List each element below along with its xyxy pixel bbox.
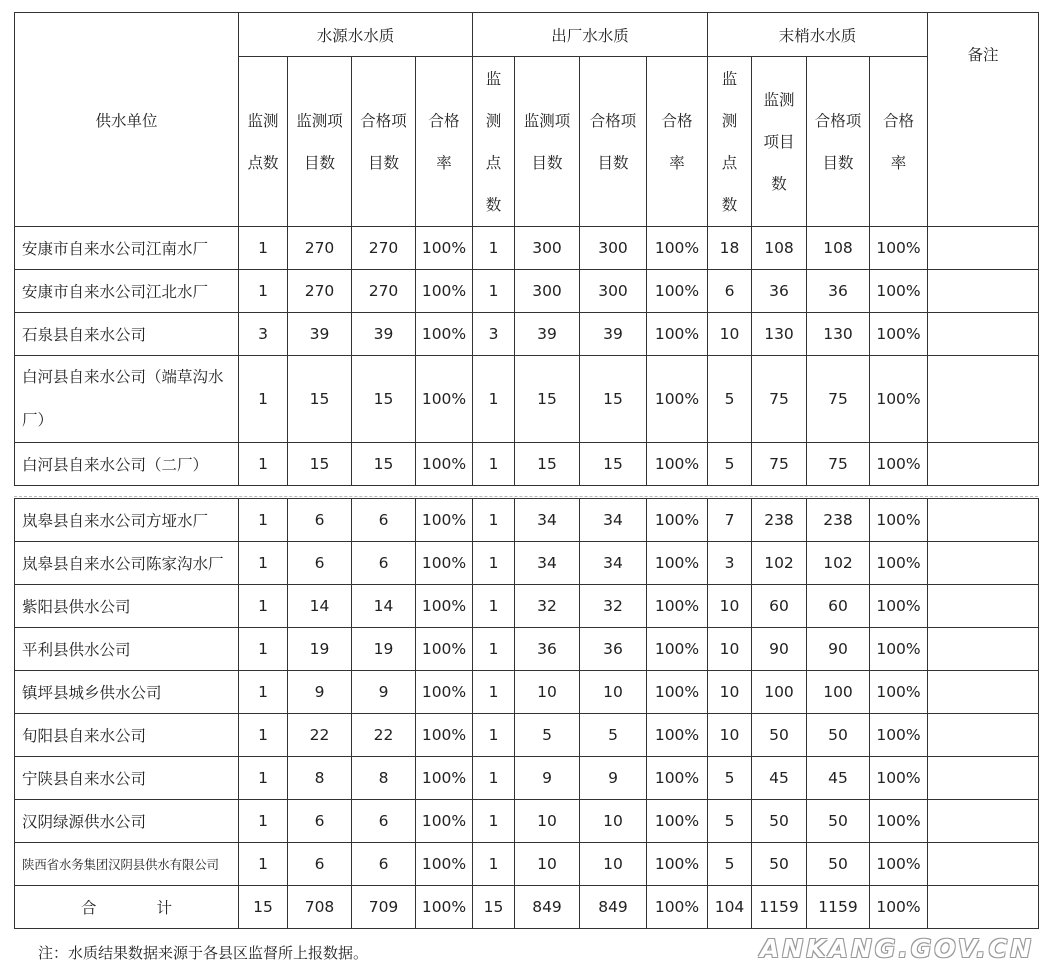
- value-cell: 19: [352, 628, 416, 671]
- value-cell: 300: [515, 270, 580, 313]
- unit-name-cell: [15, 714, 239, 757]
- value-cell: 90: [807, 628, 870, 671]
- value-cell: 238: [807, 499, 870, 542]
- value-cell: 100%: [870, 843, 928, 886]
- value-cell: 130: [807, 313, 870, 356]
- value-cell: 100%: [870, 628, 928, 671]
- unit-name-cell: [15, 356, 239, 443]
- value-cell: 100%: [870, 542, 928, 585]
- value-cell: 1: [473, 671, 515, 714]
- value-cell: 45: [752, 757, 807, 800]
- unit-name-text: 岚皋县自来水公司陈家沟水厂: [22, 555, 224, 573]
- value-cell: 6: [288, 843, 352, 886]
- value-cell: 15: [580, 443, 647, 486]
- unit-name-cell: [15, 499, 239, 542]
- footnote: 注：水质结果数据来源于各县区监督所上报数据。: [38, 944, 369, 962]
- table-row: [15, 843, 1039, 886]
- remark-cell: [928, 356, 1039, 443]
- value-cell: 75: [752, 443, 807, 486]
- value-cell: 32: [515, 585, 580, 628]
- value-cell: 100%: [870, 757, 928, 800]
- value-cell: 1159: [752, 886, 807, 929]
- table-row: [15, 671, 1039, 714]
- remark-cell: [928, 714, 1039, 757]
- value-cell: 10: [708, 313, 752, 356]
- value-cell: 100%: [647, 227, 708, 270]
- value-cell: 8: [352, 757, 416, 800]
- value-cell: 15: [473, 886, 515, 929]
- value-cell: 100%: [647, 757, 708, 800]
- value-cell: 1: [473, 227, 515, 270]
- value-cell: 100%: [870, 585, 928, 628]
- value-cell: 100%: [647, 800, 708, 843]
- subheader-tail-2: 合格项 目数: [807, 57, 870, 227]
- value-cell: 5: [580, 714, 647, 757]
- unit-name-cell: [15, 585, 239, 628]
- value-cell: 100%: [647, 714, 708, 757]
- value-cell: 708: [288, 886, 352, 929]
- unit-name-cell: [15, 757, 239, 800]
- header-remark-label: 备注: [967, 46, 999, 64]
- value-cell: 1: [239, 443, 288, 486]
- value-cell: 50: [752, 714, 807, 757]
- value-cell: 1: [473, 628, 515, 671]
- remark-cell: [928, 800, 1039, 843]
- value-cell: 270: [352, 227, 416, 270]
- value-cell: 15: [515, 356, 580, 443]
- value-cell: 108: [752, 227, 807, 270]
- value-cell: 100%: [416, 585, 473, 628]
- value-cell: 39: [580, 313, 647, 356]
- value-cell: 3: [239, 313, 288, 356]
- value-cell: 100%: [647, 356, 708, 443]
- unit-name-cell: [15, 270, 239, 313]
- value-cell: 849: [515, 886, 580, 929]
- value-cell: 300: [580, 227, 647, 270]
- value-cell: 36: [752, 270, 807, 313]
- value-cell: 22: [288, 714, 352, 757]
- header-remark: [928, 13, 1039, 227]
- value-cell: 100%: [870, 886, 928, 929]
- header-source-water: 水源水水质: [239, 13, 473, 57]
- table-row: [15, 270, 1039, 313]
- value-cell: 7: [708, 499, 752, 542]
- value-cell: 1: [239, 757, 288, 800]
- value-cell: 100%: [416, 270, 473, 313]
- value-cell: 1: [239, 628, 288, 671]
- subheader-plant-1: 监测项 目数: [515, 57, 580, 227]
- value-cell: 100%: [416, 443, 473, 486]
- unit-name-text: 镇坪县城乡供水公司: [22, 684, 162, 702]
- value-cell: 100%: [870, 800, 928, 843]
- value-cell: 1: [239, 714, 288, 757]
- value-cell: 8: [288, 757, 352, 800]
- remark-cell: [928, 443, 1039, 486]
- unit-name-cell: [15, 542, 239, 585]
- value-cell: 18: [708, 227, 752, 270]
- remark-cell: [928, 585, 1039, 628]
- value-cell: 849: [580, 886, 647, 929]
- value-cell: 100%: [647, 542, 708, 585]
- value-cell: 6: [288, 542, 352, 585]
- value-cell: 5: [708, 443, 752, 486]
- value-cell: 75: [752, 356, 807, 443]
- value-cell: 5: [515, 714, 580, 757]
- value-cell: 270: [288, 227, 352, 270]
- subheader-tail-3: 合格 率: [870, 57, 928, 227]
- total-label-text: 合计: [80, 899, 232, 917]
- value-cell: 6: [288, 499, 352, 542]
- value-cell: 10: [708, 585, 752, 628]
- value-cell: 10: [515, 800, 580, 843]
- value-cell: 15: [288, 443, 352, 486]
- value-cell: 300: [515, 227, 580, 270]
- value-cell: 14: [288, 585, 352, 628]
- unit-name-cell: [15, 628, 239, 671]
- value-cell: 3: [708, 542, 752, 585]
- value-cell: 1: [239, 270, 288, 313]
- remark-cell: [928, 757, 1039, 800]
- value-cell: 1: [239, 356, 288, 443]
- subheader-source-0: 监测 点数: [239, 57, 288, 227]
- remark-cell: [928, 628, 1039, 671]
- value-cell: 102: [752, 542, 807, 585]
- value-cell: 36: [807, 270, 870, 313]
- table-row: [15, 628, 1039, 671]
- value-cell: 10: [580, 800, 647, 843]
- unit-name-text: 紫阳县供水公司: [22, 598, 131, 616]
- unit-name-text: 平利县供水公司: [22, 641, 131, 659]
- value-cell: 1: [473, 443, 515, 486]
- value-cell: 100%: [416, 714, 473, 757]
- value-cell: 60: [752, 585, 807, 628]
- value-cell: 10: [515, 843, 580, 886]
- unit-name-cell: [15, 313, 239, 356]
- value-cell: 100%: [416, 542, 473, 585]
- value-cell: 34: [515, 499, 580, 542]
- watermark-logo: ANKANG.GOV.CN: [759, 934, 1034, 963]
- value-cell: 10: [708, 714, 752, 757]
- value-cell: 100%: [647, 270, 708, 313]
- value-cell: 10: [708, 628, 752, 671]
- value-cell: 1: [473, 356, 515, 443]
- value-cell: 5: [708, 356, 752, 443]
- value-cell: 9: [515, 757, 580, 800]
- remark-cell: [928, 499, 1039, 542]
- table-row: [15, 714, 1039, 757]
- value-cell: 102: [807, 542, 870, 585]
- header-tail-water: 末梢水水质: [708, 13, 928, 57]
- value-cell: 6: [708, 270, 752, 313]
- value-cell: 39: [352, 313, 416, 356]
- unit-name-text: 石泉县自来水公司: [22, 326, 147, 344]
- table-row: [15, 585, 1039, 628]
- value-cell: 90: [752, 628, 807, 671]
- table-row: [15, 499, 1039, 542]
- value-cell: 100%: [647, 843, 708, 886]
- value-cell: 10: [515, 671, 580, 714]
- value-cell: 34: [580, 542, 647, 585]
- unit-name-cell: [15, 800, 239, 843]
- value-cell: 10: [580, 671, 647, 714]
- value-cell: 1: [473, 270, 515, 313]
- value-cell: 3: [473, 313, 515, 356]
- value-cell: 100%: [416, 313, 473, 356]
- value-cell: 100%: [870, 499, 928, 542]
- unit-name-text: 陕西省水务集团汉阴县供水有限公司: [22, 857, 219, 872]
- value-cell: 100%: [647, 313, 708, 356]
- header-unit: 供水单位: [15, 13, 239, 227]
- unit-name-cell: [15, 443, 239, 486]
- value-cell: 270: [288, 270, 352, 313]
- value-cell: 1: [239, 227, 288, 270]
- unit-name-text: 白河县自来水公司（端草沟水厂）: [22, 368, 224, 429]
- value-cell: 22: [352, 714, 416, 757]
- value-cell: 39: [288, 313, 352, 356]
- value-cell: 100%: [416, 227, 473, 270]
- value-cell: 50: [807, 800, 870, 843]
- table-row: [15, 757, 1039, 800]
- unit-name-text: 安康市自来水公司江北水厂: [22, 283, 209, 301]
- unit-name-cell: [15, 227, 239, 270]
- value-cell: 50: [752, 800, 807, 843]
- value-cell: 6: [352, 843, 416, 886]
- value-cell: 1: [473, 714, 515, 757]
- table-row: [15, 443, 1039, 486]
- value-cell: 9: [288, 671, 352, 714]
- value-cell: 1: [239, 585, 288, 628]
- value-cell: 15: [515, 443, 580, 486]
- value-cell: 9: [352, 671, 416, 714]
- subheader-plant-3: 合格 率: [647, 57, 708, 227]
- value-cell: 36: [580, 628, 647, 671]
- subheader-plant-0: 监 测 点 数: [473, 57, 515, 227]
- unit-name-text: 安康市自来水公司江南水厂: [22, 240, 209, 258]
- value-cell: 50: [752, 843, 807, 886]
- value-cell: 5: [708, 843, 752, 886]
- value-cell: 100%: [870, 356, 928, 443]
- table-row: [15, 542, 1039, 585]
- unit-name-text: 旬阳县自来水公司: [22, 727, 147, 745]
- value-cell: 45: [807, 757, 870, 800]
- value-cell: 238: [752, 499, 807, 542]
- value-cell: 60: [807, 585, 870, 628]
- subheader-source-2: 合格项 目数: [352, 57, 416, 227]
- value-cell: 100%: [416, 671, 473, 714]
- value-cell: 104: [708, 886, 752, 929]
- value-cell: 50: [807, 714, 870, 757]
- value-cell: 6: [352, 800, 416, 843]
- value-cell: 100%: [416, 628, 473, 671]
- value-cell: 100%: [416, 499, 473, 542]
- value-cell: 1: [473, 585, 515, 628]
- value-cell: 6: [352, 499, 416, 542]
- value-cell: 709: [352, 886, 416, 929]
- value-cell: 1: [239, 800, 288, 843]
- value-cell: 1: [473, 542, 515, 585]
- total-row: [15, 886, 1039, 929]
- value-cell: 5: [708, 757, 752, 800]
- remark-cell: [928, 843, 1039, 886]
- value-cell: 100%: [870, 313, 928, 356]
- unit-name-text: 宁陕县自来水公司: [22, 770, 147, 788]
- value-cell: 1: [239, 499, 288, 542]
- subheader-tail-0: 监 测 点 数: [708, 57, 752, 227]
- value-cell: 6: [288, 800, 352, 843]
- remark-cell: [928, 227, 1039, 270]
- unit-name-text: 汉阴绿源供水公司: [22, 813, 147, 831]
- value-cell: 75: [807, 356, 870, 443]
- total-label: [15, 886, 239, 929]
- water-quality-table-top: [14, 12, 1039, 486]
- value-cell: 100%: [416, 356, 473, 443]
- table-row: [15, 227, 1039, 270]
- value-cell: 100%: [647, 499, 708, 542]
- value-cell: 1: [473, 843, 515, 886]
- value-cell: 6: [352, 542, 416, 585]
- value-cell: 130: [752, 313, 807, 356]
- unit-name-cell: [15, 843, 239, 886]
- value-cell: 108: [807, 227, 870, 270]
- value-cell: 19: [288, 628, 352, 671]
- value-cell: 34: [580, 499, 647, 542]
- value-cell: 15: [580, 356, 647, 443]
- value-cell: 100%: [416, 843, 473, 886]
- value-cell: 100%: [416, 800, 473, 843]
- value-cell: 32: [580, 585, 647, 628]
- value-cell: 100%: [870, 671, 928, 714]
- value-cell: 100%: [870, 443, 928, 486]
- header-plant-water: 出厂水水质: [473, 13, 708, 57]
- value-cell: 100%: [870, 227, 928, 270]
- value-cell: 14: [352, 585, 416, 628]
- unit-name-cell: [15, 671, 239, 714]
- table-row: [15, 313, 1039, 356]
- value-cell: 1: [473, 800, 515, 843]
- value-cell: 270: [352, 270, 416, 313]
- value-cell: 15: [352, 443, 416, 486]
- value-cell: 9: [580, 757, 647, 800]
- subheader-source-1: 监测项 目数: [288, 57, 352, 227]
- value-cell: 10: [580, 843, 647, 886]
- remark-cell: [928, 313, 1039, 356]
- value-cell: 1: [239, 843, 288, 886]
- unit-name-text: 岚皋县自来水公司方垭水厂: [22, 512, 209, 530]
- value-cell: 10: [708, 671, 752, 714]
- value-cell: 100%: [647, 585, 708, 628]
- value-cell: 50: [807, 843, 870, 886]
- value-cell: 1: [239, 542, 288, 585]
- page-break-line: [14, 496, 1038, 497]
- value-cell: 100%: [416, 886, 473, 929]
- remark-cell: [928, 671, 1039, 714]
- subheader-tail-1: 监测 项目 数: [752, 57, 807, 227]
- value-cell: 100%: [647, 443, 708, 486]
- value-cell: 100%: [416, 757, 473, 800]
- value-cell: 5: [708, 800, 752, 843]
- value-cell: 39: [515, 313, 580, 356]
- remark-cell: [928, 886, 1039, 929]
- table-row: [15, 800, 1039, 843]
- subheader-source-3: 合格 率: [416, 57, 473, 227]
- subheader-plant-2: 合格项 目数: [580, 57, 647, 227]
- value-cell: 300: [580, 270, 647, 313]
- value-cell: 100%: [647, 886, 708, 929]
- value-cell: 100%: [647, 628, 708, 671]
- value-cell: 100: [807, 671, 870, 714]
- table-row: [15, 356, 1039, 443]
- value-cell: 15: [352, 356, 416, 443]
- value-cell: 1: [239, 671, 288, 714]
- value-cell: 100%: [647, 671, 708, 714]
- water-quality-table-bottom: [14, 498, 1039, 929]
- value-cell: 15: [288, 356, 352, 443]
- value-cell: 15: [239, 886, 288, 929]
- value-cell: 100%: [870, 270, 928, 313]
- remark-cell: [928, 542, 1039, 585]
- value-cell: 1: [473, 499, 515, 542]
- value-cell: 34: [515, 542, 580, 585]
- value-cell: 1159: [807, 886, 870, 929]
- unit-name-text: 白河县自来水公司（二厂）: [22, 456, 209, 474]
- value-cell: 75: [807, 443, 870, 486]
- value-cell: 100: [752, 671, 807, 714]
- remark-cell: [928, 270, 1039, 313]
- value-cell: 100%: [870, 714, 928, 757]
- value-cell: 1: [473, 757, 515, 800]
- value-cell: 36: [515, 628, 580, 671]
